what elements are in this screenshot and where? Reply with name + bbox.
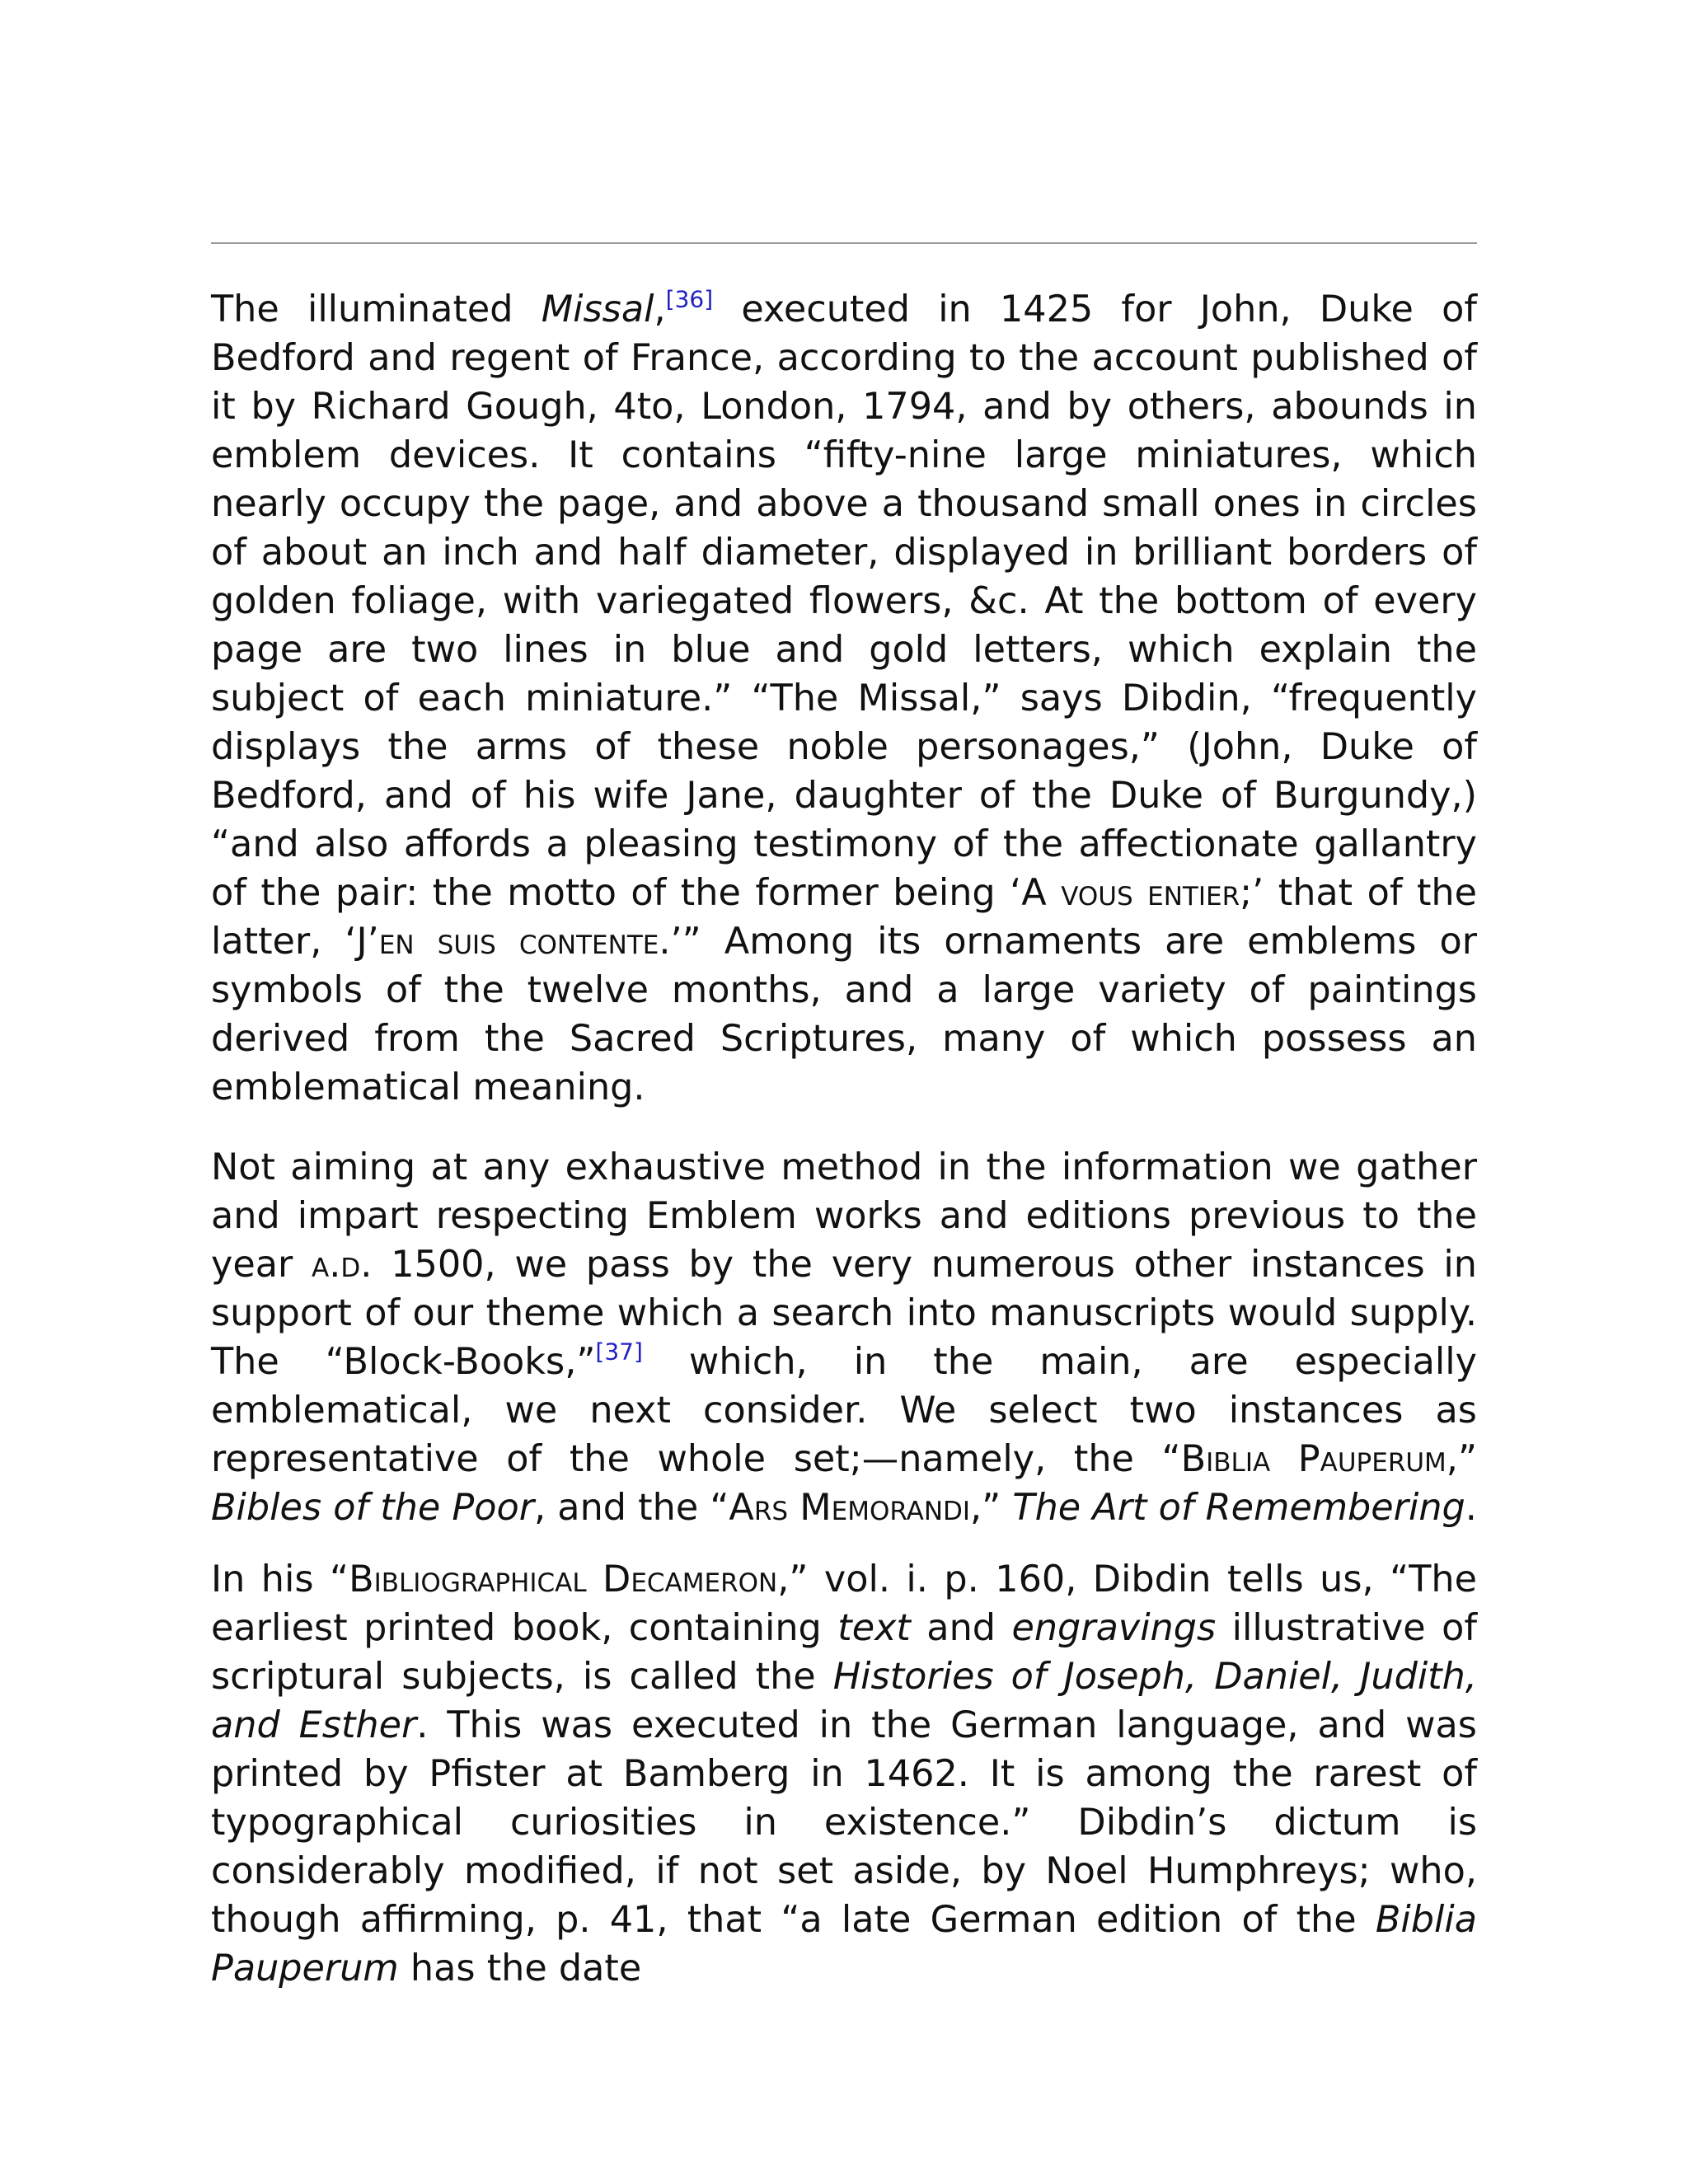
footnote-link-36[interactable]: [36]: [665, 285, 714, 313]
text-run: .’” Among its ornaments are emblems or symbols of the twelve months, and a large variety of paintings derived from the Sacred Scriptures, many of which possess an emblematical meaning.: [211, 921, 1477, 1108]
italic-art-of-remembering: The Art of Remembering: [1012, 1487, 1465, 1529]
paragraph-missal: [211, 285, 1477, 1112]
text-run: The illuminated: [211, 288, 542, 330]
text-run: Not aiming at any exhaustive method in the information we gather and impart respecting Emblem works and editions previous to the year: [211, 1146, 1477, 1286]
title-bibliographical-decameron: Bibliographical Decameron: [349, 1558, 778, 1601]
text-run: In his “: [211, 1558, 349, 1601]
text-run: .: [1465, 1487, 1477, 1529]
title-biblia-pauperum: Biblia Pauperum: [1180, 1438, 1447, 1480]
footnote-link-37[interactable]: [37]: [595, 1338, 643, 1366]
horizontal-rule: [211, 242, 1477, 244]
title-ars-memorandi: Ars Memorandi: [729, 1487, 971, 1529]
motto-jane: J’en suis contente: [356, 921, 659, 963]
italic-engravings: engravings: [1011, 1607, 1217, 1649]
text-run: illustrative of scriptural subjects, is called the: [211, 1607, 1477, 1698]
text-run: 1500, we pass by the very numerous other instances in support of our theme which a search into manuscripts would supply. The “Block-Books,”: [211, 1244, 1477, 1383]
text-run: ,” vol. i. p. 160, Dibdin tells us, “The earliest printed book, containing: [211, 1558, 1477, 1649]
text-run: and: [910, 1607, 1012, 1649]
text-run: executed in 1425 for John, Duke of Bedford and regent of France, according to the account published of it by Richard Gough, 4to, London, 1794, and by others, abounds in emblem devices. It contains “fifty-nine large miniatures, which nearly occupy the page, and above a thousand small ones in circles of about an inch and half diameter, displayed in brilliant borders of golden foliage, with variegated flowers, &c. At the bottom of every page are two lines in blue and gold letters, which explain the subject of each miniature.” “The Missal,” says Dibdin, “frequently displays the arms of these noble personages,” (John, Duke of Bedford, and of his wife Jane, daughter of the Duke of Burgundy,) “and also affords a pleasing testimony of the affectionate gallantry of the pair: the motto of the former being ‘: [211, 288, 1478, 914]
text-run: . This was executed in the German language, and was printed by Pfister at Bamberg in 1462. It is among the rarest of typographical curiosities in existence.” Dibdin’s dictum is considerably modified, if not set aside, by Noel Humphreys; who, though affirming, p. 41, that “a late German edition of the: [211, 1704, 1477, 1941]
text-run: , and the “: [534, 1487, 729, 1529]
italic-missal: Missal: [541, 288, 654, 330]
paragraph-dibdin: [211, 1555, 1477, 1993]
motto-bedford: A vous entier: [1021, 872, 1240, 914]
italic-biblia-pauperum: Biblia Pauperum: [211, 1899, 1477, 1990]
abbrev-ad: a.d.: [312, 1244, 373, 1286]
text-run: ,”: [1446, 1438, 1477, 1480]
text-run: ,”: [970, 1487, 1013, 1529]
paragraph-block-books: [211, 1143, 1477, 1532]
text-run: ;’ that of the latter, ‘: [211, 872, 1477, 963]
text-run: which, in the main, are especially emblematical, we next consider. We select two instances as representative of the whole set;—namely, the “: [211, 1341, 1477, 1480]
italic-text: text: [837, 1607, 911, 1649]
text-run: ,: [654, 288, 666, 330]
italic-bibles-of-the-poor: Bibles of the Poor: [211, 1487, 535, 1529]
italic-histories: Histories of Joseph, Daniel, Judith, and Esther: [211, 1656, 1477, 1746]
text-run: has the date: [398, 1947, 642, 1990]
